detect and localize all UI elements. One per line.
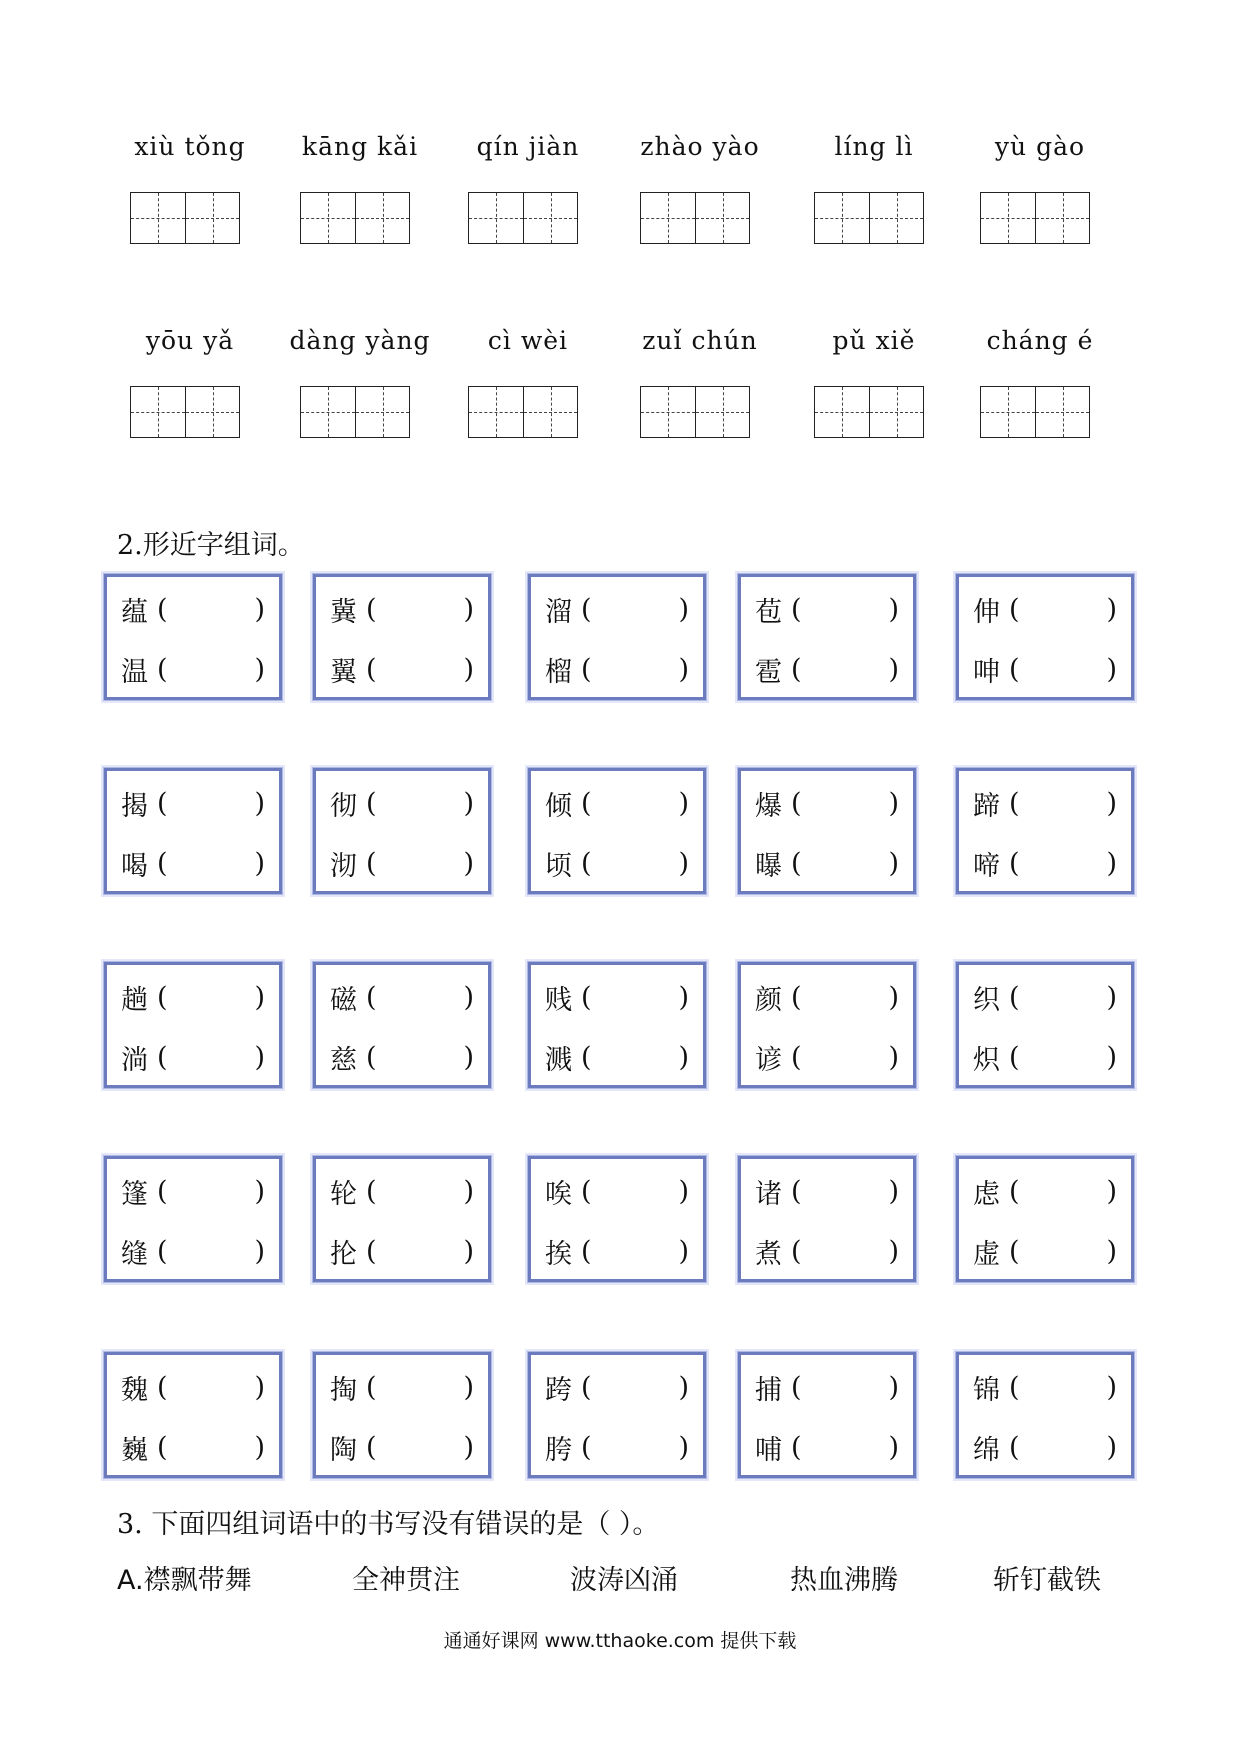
tianzige-cell[interactable]: [695, 387, 749, 437]
answer-paren-close: ): [463, 981, 474, 1013]
tianzige-answer-box[interactable]: [814, 192, 924, 244]
answer-paren-close: ): [254, 1235, 265, 1267]
answer-paren-close: ): [1106, 1175, 1117, 1207]
pinyin-label: zuǐ chún: [642, 326, 758, 355]
answer-paren-close: ): [888, 593, 899, 625]
word-group-line: [973, 977, 1117, 1017]
word-group-box: [313, 962, 491, 1088]
answer-paren-close: ): [678, 1235, 689, 1267]
pinyin-label: yù gào: [994, 132, 1086, 161]
answer-paren-close: ): [1106, 787, 1117, 819]
answer-paren-open[interactable]: (: [157, 1041, 168, 1073]
answer-paren-open[interactable]: (: [366, 593, 377, 625]
similar-character: 虚: [973, 1238, 1000, 1270]
word-group-box: [313, 1352, 491, 1478]
tianzige-cell[interactable]: [815, 193, 869, 243]
answer-paren-close: ): [463, 1175, 474, 1207]
word-group-line: [545, 1427, 689, 1467]
tianzige-cell[interactable]: [981, 193, 1035, 243]
answer-paren-open[interactable]: (: [366, 1175, 377, 1207]
word-group-line: [121, 1231, 265, 1271]
tianzige-cell[interactable]: [981, 387, 1035, 437]
similar-character: 跨: [545, 1374, 572, 1406]
answer-paren-open[interactable]: (: [366, 787, 377, 819]
word-group-line: [755, 1367, 899, 1407]
answer-paren-open[interactable]: (: [157, 653, 168, 685]
word-group-line: [121, 783, 265, 823]
answer-paren-close: ): [678, 593, 689, 625]
answer-paren-open[interactable]: (: [581, 1431, 592, 1463]
pinyin-label: cì wèi: [487, 326, 569, 355]
word-group-box: [528, 962, 706, 1088]
tianzige-cell[interactable]: [355, 193, 409, 243]
tianzige-cell[interactable]: [523, 387, 577, 437]
answer-paren-open[interactable]: (: [366, 847, 377, 879]
similar-character: 轮: [330, 1178, 357, 1210]
answer-paren-open[interactable]: (: [1009, 1371, 1020, 1403]
similar-character: 啼: [973, 850, 1000, 882]
pinyin-label: qín jiàn: [476, 132, 580, 161]
word-group-box: [956, 768, 1134, 894]
word-group-box: [104, 962, 282, 1088]
word-group-line: [121, 1367, 265, 1407]
answer-paren-close: ): [678, 981, 689, 1013]
answer-paren-open[interactable]: (: [366, 981, 377, 1013]
tianzige-answer-box[interactable]: [468, 192, 578, 244]
answer-paren-close: ): [678, 847, 689, 879]
answer-paren-close: ): [254, 981, 265, 1013]
answer-paren-open[interactable]: (: [1009, 1235, 1020, 1267]
tianzige-cell[interactable]: [523, 193, 577, 243]
pinyin-item: [448, 326, 608, 355]
word-group-line: [755, 1171, 899, 1211]
pinyin-label: zhào yào: [640, 132, 760, 161]
answer-paren-close: ): [254, 653, 265, 685]
word-group-line: [330, 649, 474, 689]
answer-paren-close: ): [678, 787, 689, 819]
tianzige-cell[interactable]: [131, 387, 185, 437]
answer-paren-close: ): [1106, 1041, 1117, 1073]
word-group-box: [104, 1352, 282, 1478]
answer-paren-close: ): [1106, 1235, 1117, 1267]
pinyin-label: yōu yǎ: [145, 326, 235, 355]
similar-character: 苞: [755, 596, 782, 628]
similar-character: 蕴: [121, 596, 148, 628]
word-group-line: [755, 649, 899, 689]
tianzige-answer-box[interactable]: [640, 386, 750, 438]
section-3-question: 3. 下面四组词语中的书写没有错误的是（ ）。: [117, 1509, 660, 1540]
tianzige-answer-box[interactable]: [468, 386, 578, 438]
word-group-line: [330, 783, 474, 823]
pinyin-item: [280, 326, 440, 355]
answer-paren-close: ): [888, 847, 899, 879]
section-2-title: 2.形近字组词。: [117, 530, 305, 561]
word-group-line: [121, 589, 265, 629]
similar-character: 炽: [973, 1044, 1000, 1076]
tianzige-answer-box[interactable]: [130, 192, 240, 244]
tianzige-cell[interactable]: [301, 387, 355, 437]
tianzige-cell[interactable]: [641, 193, 695, 243]
word-group-line: [973, 843, 1117, 883]
similar-character: 唉: [545, 1178, 572, 1210]
answer-paren-close: ): [254, 1175, 265, 1207]
similar-character: 磁: [330, 984, 357, 1016]
word-group-line: [545, 1231, 689, 1271]
word-group-line: [330, 1427, 474, 1467]
tianzige-answer-box[interactable]: [640, 192, 750, 244]
answer-paren-open[interactable]: (: [157, 1175, 168, 1207]
similar-character: 煮: [755, 1238, 782, 1270]
word-group-line: [973, 1037, 1117, 1077]
word-group-box: [528, 574, 706, 700]
answer-paren-open[interactable]: (: [366, 1371, 377, 1403]
answer-paren-open[interactable]: (: [581, 847, 592, 879]
similar-character: 篷: [121, 1178, 148, 1210]
word-group-line: [121, 1427, 265, 1467]
pinyin-item: [960, 326, 1120, 355]
tianzige-answer-box[interactable]: [980, 386, 1090, 438]
similar-character: 挨: [545, 1238, 572, 1270]
tianzige-answer-box[interactable]: [980, 192, 1090, 244]
option-a-word-1: A.襟飘带舞: [117, 1565, 252, 1596]
answer-paren-close: ): [888, 981, 899, 1013]
answer-paren-close: ): [1106, 847, 1117, 879]
word-group-box: [738, 962, 916, 1088]
answer-paren-open[interactable]: (: [581, 653, 592, 685]
tianzige-cell[interactable]: [869, 193, 923, 243]
pinyin-item: [620, 326, 780, 355]
option-a-word-4: 热血沸腾: [790, 1565, 898, 1596]
pinyin-item: [110, 132, 270, 161]
similar-character: 溜: [545, 596, 572, 628]
answer-paren-open[interactable]: (: [791, 1041, 802, 1073]
similar-character: 哺: [755, 1434, 782, 1466]
answer-paren-open[interactable]: (: [366, 1235, 377, 1267]
similar-character: 伸: [973, 596, 1000, 628]
word-group-line: [973, 783, 1117, 823]
tianzige-cell[interactable]: [815, 387, 869, 437]
tianzige-cell[interactable]: [185, 193, 239, 243]
similar-character: 谚: [755, 1044, 782, 1076]
tianzige-answer-box[interactable]: [814, 386, 924, 438]
tianzige-cell[interactable]: [1035, 193, 1089, 243]
answer-paren-open[interactable]: (: [157, 1431, 168, 1463]
similar-character: 虑: [973, 1178, 1000, 1210]
similar-character: 冀: [330, 596, 357, 628]
similar-character: 胯: [545, 1434, 572, 1466]
word-group-line: [973, 1367, 1117, 1407]
word-group-box: [738, 1156, 916, 1282]
answer-paren-open[interactable]: (: [157, 787, 168, 819]
answer-paren-open[interactable]: (: [157, 593, 168, 625]
answer-paren-close: ): [254, 787, 265, 819]
answer-paren-close: ): [254, 847, 265, 879]
answer-paren-open[interactable]: (: [1009, 593, 1020, 625]
answer-paren-open[interactable]: (: [791, 981, 802, 1013]
option-a-word-2: 全神贯注: [352, 1565, 460, 1596]
word-group-line: [121, 1037, 265, 1077]
word-group-line: [330, 843, 474, 883]
similar-character: 抡: [330, 1238, 357, 1270]
word-group-box: [956, 962, 1134, 1088]
word-group-line: [121, 649, 265, 689]
answer-paren-close: ): [463, 847, 474, 879]
word-group-box: [956, 574, 1134, 700]
pinyin-item: [620, 132, 780, 161]
similar-character: 慈: [330, 1044, 357, 1076]
answer-paren-close: ): [1106, 1371, 1117, 1403]
word-group-box: [104, 768, 282, 894]
answer-paren-close: ): [463, 1431, 474, 1463]
similar-character: 倾: [545, 790, 572, 822]
word-group-box: [104, 1156, 282, 1282]
tianzige-cell[interactable]: [869, 387, 923, 437]
word-group-line: [545, 649, 689, 689]
word-group-line: [330, 977, 474, 1017]
answer-paren-open[interactable]: (: [157, 1235, 168, 1267]
answer-paren-close: ): [678, 1175, 689, 1207]
similar-character: 温: [121, 656, 148, 688]
answer-paren-open[interactable]: (: [581, 981, 592, 1013]
footer-source: 通通好课网 www.tthaoke.com 提供下载: [443, 1630, 797, 1652]
similar-character: 魏: [121, 1374, 148, 1406]
word-group-line: [973, 1231, 1117, 1271]
pinyin-item: [960, 132, 1120, 161]
word-group-line: [755, 1037, 899, 1077]
answer-paren-close: ): [888, 1371, 899, 1403]
answer-paren-close: ): [888, 1235, 899, 1267]
similar-character: 曝: [755, 850, 782, 882]
answer-paren-open[interactable]: (: [1009, 1431, 1020, 1463]
similar-character: 雹: [755, 656, 782, 688]
word-group-line: [973, 649, 1117, 689]
pinyin-item: [448, 132, 608, 161]
option-a-word-3: 波涛凶涌: [570, 1565, 678, 1596]
tianzige-answer-box[interactable]: [130, 386, 240, 438]
answer-paren-open[interactable]: (: [366, 1041, 377, 1073]
similar-character: 蹄: [973, 790, 1000, 822]
answer-paren-open[interactable]: (: [1009, 653, 1020, 685]
similar-character: 诸: [755, 1178, 782, 1210]
option-a-word-5: 斩钉截铁: [993, 1565, 1101, 1596]
answer-paren-open[interactable]: (: [581, 1371, 592, 1403]
answer-paren-close: ): [678, 1371, 689, 1403]
similar-character: 榴: [545, 656, 572, 688]
similar-character: 淌: [121, 1044, 148, 1076]
word-group-line: [545, 843, 689, 883]
pinyin-label: xiù tǒng: [134, 132, 246, 161]
word-group-line: [755, 843, 899, 883]
word-group-line: [545, 1367, 689, 1407]
answer-paren-open[interactable]: (: [366, 1431, 377, 1463]
pinyin-label: pǔ xiě: [832, 326, 916, 355]
similar-character: 陶: [330, 1434, 357, 1466]
pinyin-label: kāng kǎi: [301, 132, 419, 161]
answer-paren-close: ): [888, 787, 899, 819]
tianzige-cell[interactable]: [469, 387, 523, 437]
word-group-line: [121, 977, 265, 1017]
word-group-box: [313, 574, 491, 700]
similar-character: 呻: [973, 656, 1000, 688]
answer-paren-open[interactable]: (: [791, 653, 802, 685]
answer-paren-close: ): [888, 1041, 899, 1073]
answer-paren-close: ): [463, 1235, 474, 1267]
word-group-box: [738, 768, 916, 894]
word-group-line: [121, 843, 265, 883]
answer-paren-open[interactable]: (: [581, 593, 592, 625]
word-group-line: [545, 1037, 689, 1077]
similar-character: 织: [973, 984, 1000, 1016]
tianzige-cell[interactable]: [1035, 387, 1089, 437]
answer-paren-close: ): [254, 1371, 265, 1403]
word-group-line: [330, 1367, 474, 1407]
answer-paren-open[interactable]: (: [791, 847, 802, 879]
answer-paren-close: ): [463, 787, 474, 819]
answer-paren-open[interactable]: (: [157, 981, 168, 1013]
answer-paren-open[interactable]: (: [157, 847, 168, 879]
answer-paren-open[interactable]: (: [1009, 847, 1020, 879]
similar-character: 翼: [330, 656, 357, 688]
answer-paren-close: ): [1106, 981, 1117, 1013]
answer-paren-close: ): [1106, 1431, 1117, 1463]
similar-character: 贱: [545, 984, 572, 1016]
word-group-box: [738, 574, 916, 700]
answer-paren-open[interactable]: (: [791, 1235, 802, 1267]
word-group-line: [973, 1427, 1117, 1467]
similar-character: 沏: [330, 850, 357, 882]
tianzige-cell[interactable]: [355, 387, 409, 437]
tianzige-cell[interactable]: [641, 387, 695, 437]
word-group-line: [330, 1231, 474, 1271]
answer-paren-open[interactable]: (: [1009, 981, 1020, 1013]
answer-paren-open[interactable]: (: [791, 1431, 802, 1463]
similar-character: 颜: [755, 984, 782, 1016]
similar-character: 绵: [973, 1434, 1000, 1466]
similar-character: 缝: [121, 1238, 148, 1270]
similar-character: 捕: [755, 1374, 782, 1406]
answer-paren-open[interactable]: (: [581, 1175, 592, 1207]
similar-character: 趟: [121, 984, 148, 1016]
tianzige-answer-box[interactable]: [300, 386, 410, 438]
pinyin-label: líng lì: [834, 132, 914, 161]
pinyin-label: cháng é: [986, 326, 1094, 355]
tianzige-cell[interactable]: [185, 387, 239, 437]
answer-paren-open[interactable]: (: [157, 1371, 168, 1403]
similar-character: 锦: [973, 1374, 1000, 1406]
similar-character: 喝: [121, 850, 148, 882]
answer-paren-close: ): [463, 1371, 474, 1403]
word-group-line: [545, 977, 689, 1017]
answer-paren-close: ): [1106, 653, 1117, 685]
word-group-line: [545, 589, 689, 629]
answer-paren-close: ): [463, 593, 474, 625]
tianzige-cell[interactable]: [469, 193, 523, 243]
similar-character: 巍: [121, 1434, 148, 1466]
pinyin-item: [280, 132, 440, 161]
answer-paren-close: ): [678, 1431, 689, 1463]
similar-character: 顷: [545, 850, 572, 882]
tianzige-cell[interactable]: [301, 193, 355, 243]
answer-paren-close: ): [888, 653, 899, 685]
word-group-box: [313, 768, 491, 894]
answer-paren-open[interactable]: (: [366, 653, 377, 685]
word-group-line: [755, 783, 899, 823]
tianzige-cell[interactable]: [695, 193, 749, 243]
word-group-box: [104, 574, 282, 700]
answer-paren-open[interactable]: (: [791, 593, 802, 625]
similar-character: 揭: [121, 790, 148, 822]
answer-paren-close: ): [678, 1041, 689, 1073]
answer-paren-open[interactable]: (: [581, 787, 592, 819]
word-group-line: [545, 1171, 689, 1211]
answer-paren-close: ): [254, 593, 265, 625]
similar-character: 爆: [755, 790, 782, 822]
word-group-line: [545, 783, 689, 823]
word-group-line: [755, 589, 899, 629]
answer-paren-open[interactable]: (: [1009, 1175, 1020, 1207]
word-group-box: [313, 1156, 491, 1282]
similar-character: 溅: [545, 1044, 572, 1076]
word-group-box: [528, 768, 706, 894]
word-group-line: [755, 977, 899, 1017]
answer-paren-close: ): [1106, 593, 1117, 625]
word-group-line: [121, 1171, 265, 1211]
word-group-line: [755, 1231, 899, 1271]
answer-paren-open[interactable]: (: [581, 1041, 592, 1073]
word-group-box: [528, 1352, 706, 1478]
answer-paren-open[interactable]: (: [581, 1235, 592, 1267]
similar-character: 掏: [330, 1374, 357, 1406]
answer-paren-open[interactable]: (: [791, 1371, 802, 1403]
word-group-line: [330, 589, 474, 629]
word-group-line: [330, 1037, 474, 1077]
answer-paren-open[interactable]: (: [1009, 787, 1020, 819]
answer-paren-close: ): [888, 1175, 899, 1207]
answer-paren-open[interactable]: (: [1009, 1041, 1020, 1073]
pinyin-label: dàng yàng: [289, 326, 431, 355]
word-group-box: [738, 1352, 916, 1478]
word-group-line: [330, 1171, 474, 1211]
word-group-line: [973, 1171, 1117, 1211]
word-group-line: [755, 1427, 899, 1467]
answer-paren-close: ): [254, 1041, 265, 1073]
tianzige-answer-box[interactable]: [300, 192, 410, 244]
word-group-line: [973, 589, 1117, 629]
similar-character: 彻: [330, 790, 357, 822]
answer-paren-close: ): [678, 653, 689, 685]
tianzige-cell[interactable]: [131, 193, 185, 243]
answer-paren-open[interactable]: (: [791, 787, 802, 819]
answer-paren-close: ): [463, 653, 474, 685]
answer-paren-close: ): [254, 1431, 265, 1463]
answer-paren-close: ): [463, 1041, 474, 1073]
pinyin-item: [794, 132, 954, 161]
word-group-box: [528, 1156, 706, 1282]
word-group-box: [956, 1352, 1134, 1478]
pinyin-item: [110, 326, 270, 355]
answer-paren-open[interactable]: (: [791, 1175, 802, 1207]
pinyin-item: [794, 326, 954, 355]
answer-paren-close: ): [888, 1431, 899, 1463]
word-group-box: [956, 1156, 1134, 1282]
